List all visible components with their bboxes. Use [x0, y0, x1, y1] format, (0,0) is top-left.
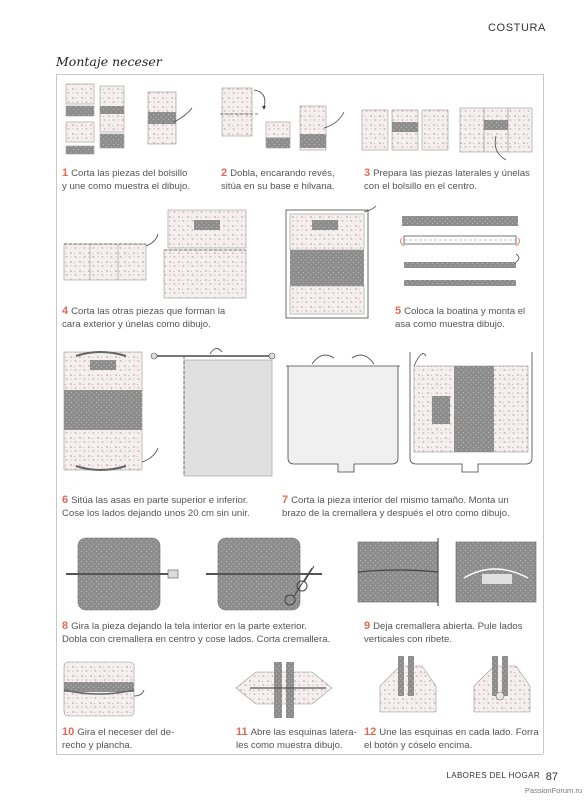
step-1-text-line-1: Corta las piezas del bolsillo — [71, 168, 188, 179]
step-7-text-line-1: Corta la pieza interior del mismo tamaño. Monta un — [291, 495, 509, 506]
step-2-text-line-2: sitúa en su base e hilvana. — [221, 180, 335, 192]
step-9-caption — [364, 620, 522, 646]
step-5-text-line-2: asa como muestra dibujo. — [395, 318, 505, 330]
step-11-number: 11 — [236, 726, 248, 738]
step-11-illustration — [230, 652, 350, 726]
step-4-number: 4 — [62, 305, 69, 317]
step-8-text-line-1: Gira la pieza dejando la tela interior en la parte exterior. — [71, 621, 307, 632]
step-12-text-line-1: Une las esquinas en cada lado. Forra — [379, 727, 539, 738]
step-10-number: 10 — [62, 726, 75, 738]
step-9-text-line-2: verticales con ribete. — [364, 633, 452, 645]
step-12-number: 12 — [364, 726, 377, 738]
step-4-text-line-2: cara exterior y únelas como dibujo. — [62, 318, 211, 330]
step-4-caption — [62, 305, 225, 331]
step-6-text-line-1: Sitúa las asas en parte superior e inferior. — [71, 495, 249, 506]
step-9-illustration — [354, 534, 540, 614]
step-11-text-line-2: les como muestra dibujo. — [236, 739, 343, 751]
page-title: Montaje neceser — [56, 54, 162, 69]
step-5-text-line-1: Coloca la boatina y monta el — [404, 306, 526, 317]
step-2-caption — [221, 167, 335, 193]
step-8-number: 8 — [62, 620, 69, 632]
step-7-number: 7 — [282, 494, 289, 506]
page-number: 87 — [545, 771, 558, 783]
step-6-number: 6 — [62, 494, 69, 506]
step-3-caption — [364, 167, 530, 193]
step-9-number: 9 — [364, 620, 371, 632]
frame-bottom — [56, 754, 543, 755]
watermark-text: PassionForum.ru — [524, 786, 582, 795]
step-5-caption — [395, 305, 525, 331]
step-4-illustration — [60, 206, 250, 306]
step-3-text-line-1: Prepara las piezas laterales y únelas — [373, 168, 530, 179]
step-3-text-line-2: con el bolsillo en el centro. — [364, 180, 478, 192]
step-10-text-line-2: recho y plancha. — [62, 739, 133, 751]
step-1-illustration — [62, 78, 202, 168]
step-2-number: 2 — [221, 167, 228, 179]
step-8-caption — [62, 620, 330, 646]
step-7-illustration — [282, 346, 538, 484]
step-12-caption — [364, 726, 539, 752]
step-5-handle-illustration — [396, 212, 528, 292]
step-2-text-line-1: Dobla, encarando revés, — [230, 168, 335, 179]
step-12-text-line-2: el botón y cóselo encima. — [364, 739, 473, 751]
step-8-text-line-2: Dobla con cremallera en centro y cose lados. Corta cremallera. — [62, 633, 331, 645]
step-3-illustration — [360, 96, 540, 168]
step-11-caption — [236, 726, 357, 752]
step-1-number: 1 — [62, 167, 69, 179]
step-2-illustration — [218, 78, 358, 168]
publication-name: LABORES DEL HOGAR — [446, 771, 540, 780]
step-12-illustration — [374, 652, 538, 726]
step-6-text-line-2: Cose los lados dejando unos 20 cm sin unir. — [62, 507, 250, 519]
step-6-caption — [62, 494, 250, 520]
step-10-illustration — [62, 656, 222, 724]
step-9-text-line-1: Deja cremallera abierta. Pule lados — [373, 621, 523, 632]
step-5-illustration — [282, 206, 382, 324]
frame-left — [56, 74, 57, 754]
step-8-illustration — [60, 530, 350, 620]
frame-top — [56, 74, 543, 75]
frame-right — [543, 74, 544, 754]
step-1-caption — [62, 167, 190, 193]
step-5-number: 5 — [395, 305, 402, 317]
step-7-caption — [282, 494, 510, 520]
step-10-text-line-1: Gira el neceser del de- — [77, 727, 175, 738]
step-3-number: 3 — [364, 167, 371, 179]
step-11-text-line-1: Abre las esquinas latera- — [250, 727, 357, 738]
step-4-text-line-1: Corta las otras piezas que forman la — [71, 306, 226, 317]
step-7-text-line-2: brazo de la cremallera y después el otro como dibujo. — [282, 507, 510, 519]
step-1-text-line-2: y une como muestra el dibujo. — [62, 180, 190, 192]
step-10-caption — [62, 726, 174, 752]
step-6-illustration — [60, 346, 280, 484]
section-header: COSTURA — [488, 22, 546, 34]
